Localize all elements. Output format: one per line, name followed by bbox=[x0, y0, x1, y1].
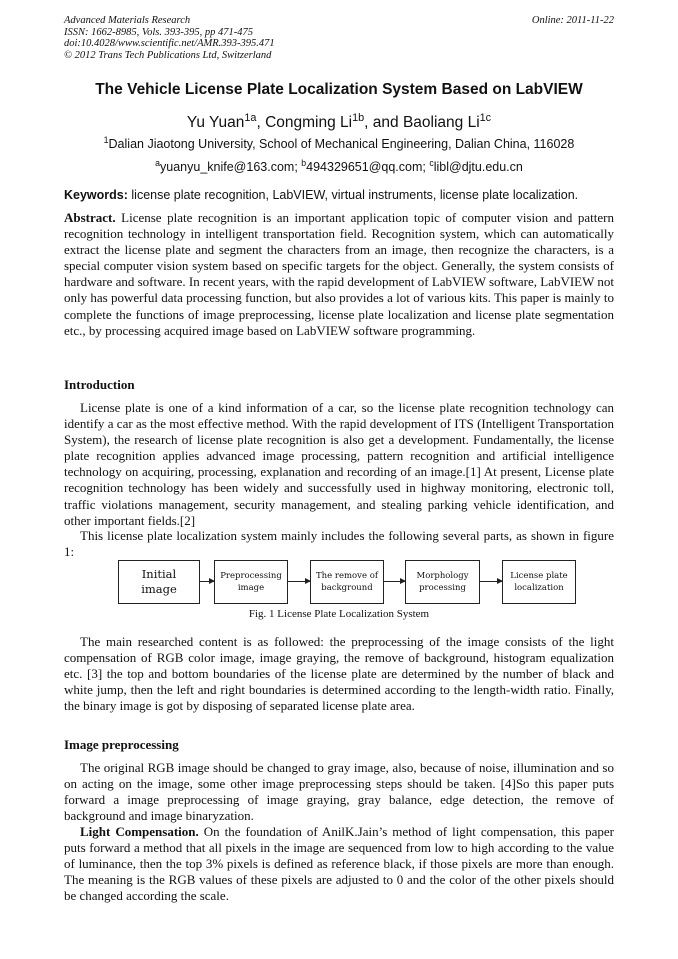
journal-issn: ISSN: 1662-8985, Vols. 393-395, pp 471-475 bbox=[64, 26, 253, 38]
intro-paragraph-2: This license plate localization system mainly includes the following several parts, as shown in figure 1: bbox=[64, 528, 614, 560]
email-sup: a bbox=[155, 157, 161, 168]
flow-box-initial-image: Initial image bbox=[118, 560, 200, 604]
author-sup: 1c bbox=[479, 111, 492, 124]
flow-box-remove-background: The remove of background bbox=[310, 560, 384, 604]
email-list bbox=[40, 157, 638, 174]
light-compensation-text: On the foundation of AnilK.Jain’s method of light compensation, this paper puts forward a method that all pixels in the image are sequenced from low to high according to the value of luminance, then the top 3% pixels is defined as reference black, if those pixels are more than enough. The meaning is the RGB values of these pixels are adjusted to 0 and the color of the other pixels should be changed according the scale. bbox=[64, 824, 614, 904]
author-name: Baoliang Li bbox=[402, 114, 480, 131]
email-separator: ; bbox=[294, 160, 302, 174]
email-link[interactable]: libl@djtu.edu.cn bbox=[433, 160, 523, 174]
flow-box-preprocessing: Preprocessing image bbox=[214, 560, 288, 604]
abstract-text: License plate recognition is an important application topic of computer vision and pattern recognition technology in intelligent transportation field. Recognition system, which can automatically extract the license plate and segment the characters from an image, then recognize the characters, is a special computer vision system based on specific targets for the object. Generally, the system consists of hardware and software. In recent years, with the rapid development of LabVIEW software, LabVIEW not only has powerful data processing function, but also provides a lot of various kits. This paper is mainly to complete the functions of image preprocessing, license plate localization and license plate segmentation etc., by processing acquired image based on LabVIEW software programming. bbox=[64, 210, 614, 338]
abstract bbox=[64, 210, 614, 339]
abstract-label: Abstract. bbox=[64, 210, 116, 225]
figure-1-caption: Fig. 1 License Plate Localization System bbox=[248, 608, 430, 620]
author-list bbox=[40, 111, 638, 132]
section-heading-image-preprocessing: Image preprocessing bbox=[64, 737, 179, 752]
affiliation bbox=[40, 134, 638, 151]
flow-arrow bbox=[200, 581, 214, 582]
light-compensation-label: Light Compensation. bbox=[80, 824, 199, 839]
journal-doi: doi:10.4028/www.scientific.net/AMR.393-395.471 bbox=[64, 38, 275, 49]
affiliation-sup: 1 bbox=[103, 134, 109, 145]
intro-paragraph-1: License plate is one of a kind information of a car, so the license plate recognition technology can identify a car as the most effective method. With the rapid development of ITS (Intelligent Transportation System), the research of license plate recognition is also get a development. Fundamentally, the license plate recognition applies advanced image processing, pattern recognition and artificial intelligence technology on acquiring, processing, explanation and recording of an image.[1] At present, License plate recognition technology has been widely and successfully used in highway monitoring, electronic toll, traffic violations management, security management, and stealing parking vehicle identification, and other important fields.[2] bbox=[64, 400, 614, 528]
flow-arrow bbox=[384, 581, 405, 582]
online-date: Online: 2011-11-22 bbox=[531, 15, 614, 26]
email-sup: b bbox=[301, 157, 307, 168]
affiliation-text: Dalian Jiaotong University, School of Mechanical Engineering, Dalian China, 116028 bbox=[108, 137, 575, 151]
figure-1-flowchart bbox=[64, 559, 614, 609]
author-name: Congming Li bbox=[265, 114, 353, 131]
author-separator: , and bbox=[364, 114, 403, 131]
author-name: Yu Yuan bbox=[186, 114, 245, 131]
flow-box-localization: License plate localization bbox=[502, 560, 576, 604]
author-sup: 1b bbox=[352, 111, 365, 124]
journal-name: Advanced Materials Research bbox=[64, 15, 191, 26]
light-compensation-paragraph bbox=[64, 824, 614, 904]
preprocessing-paragraph-1: The original RGB image should be changed to gray image, also, because of noise, illumination and so on acting on the image, some other image preprocessing steps should be taken. [4]So this paper puts forward a image preprocessing of image graying, gray balance, edge detection, the remove of background and image binaryzation. bbox=[64, 760, 614, 824]
keywords-label: Keywords: bbox=[64, 188, 128, 202]
flow-arrow bbox=[288, 581, 310, 582]
author-separator: , bbox=[256, 114, 266, 131]
email-link[interactable]: yuanyu_knife@163.com bbox=[160, 160, 295, 174]
paper-title: The Vehicle License Plate Localization System Based on LabVIEW bbox=[95, 81, 583, 98]
email-link[interactable]: 494329651@qq.com bbox=[306, 160, 423, 174]
section-heading-introduction: Introduction bbox=[64, 377, 135, 392]
keywords-text: license plate recognition, LabVIEW, virtual instruments, license plate localization. bbox=[131, 188, 579, 202]
flow-arrow bbox=[480, 581, 502, 582]
email-sup: c bbox=[429, 157, 434, 168]
journal-header bbox=[64, 15, 275, 61]
flow-box-morphology: Morphology processing bbox=[405, 560, 480, 604]
author-sup: 1a bbox=[244, 111, 257, 124]
email-separator: ; bbox=[422, 160, 430, 174]
keywords bbox=[64, 188, 614, 202]
journal-copyright: © 2012 Trans Tech Publications Ltd, Switzerland bbox=[64, 49, 272, 61]
intro-paragraph-3: The main researched content is as followed: the preprocessing of the image consists of the light compensation of RGB color image, image graying, the remove of background, histogram equalization etc. [3] the top and bottom boundaries of the license plate are determined by the number of black and white jump, then the left and right boundaries is determined according to the length-width ratio. Finally, the binary image is got by disposing of separated license plate area. bbox=[64, 634, 614, 714]
